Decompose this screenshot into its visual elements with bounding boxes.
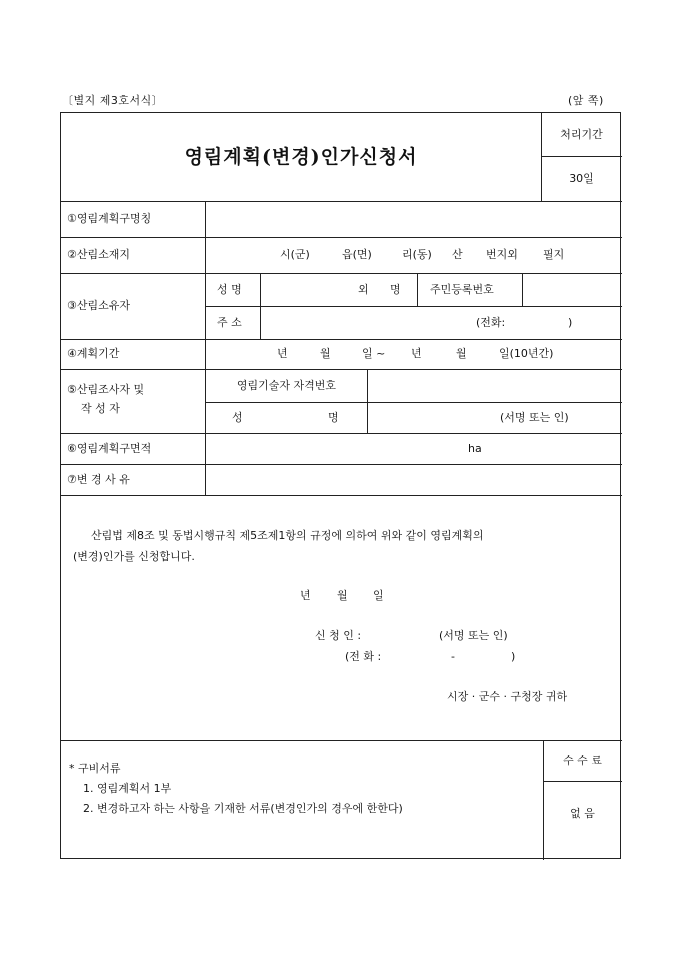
- applicant-phone-label: (전 화 :: [345, 650, 382, 663]
- plan-area-field[interactable]: [206, 434, 621, 463]
- cert-number-label: 영림기술자 자격번호: [236, 379, 337, 392]
- surveyor-sign: (서명 또는 인): [500, 411, 569, 424]
- owner-address-label: 주 소: [217, 316, 242, 329]
- owner-oe: 외: [358, 283, 369, 296]
- period-il2: 일(10년간): [499, 347, 554, 360]
- change-reason-label: ⑦변 경 사 유: [67, 473, 130, 486]
- owner-rrn-label: 주민등록번호: [430, 283, 494, 296]
- location-san: 산: [452, 248, 463, 261]
- plan-area-unit: ha: [468, 442, 482, 455]
- period-nyeon1: 년: [277, 347, 288, 360]
- recipient: 시장 · 군수 · 구청장 귀하: [447, 690, 568, 703]
- fee-label: 수 수 료: [563, 754, 602, 767]
- location-si: 시(군): [280, 248, 310, 261]
- surveyor-sign-field[interactable]: [368, 403, 621, 432]
- required-doc-1: 1. 영림계획서 1부: [83, 782, 172, 795]
- page-side: (앞 쪽): [568, 94, 604, 107]
- surveyor-label-line2: 작 성 자: [81, 402, 120, 415]
- owner-phone-close: ): [568, 316, 573, 329]
- cert-number-field[interactable]: [368, 370, 621, 401]
- owner-phone-label: (전화:: [476, 316, 506, 329]
- applicant-phone-close: ): [511, 650, 516, 663]
- processing-period-value: 30일: [569, 172, 594, 185]
- location-pilji: 필지: [543, 248, 565, 261]
- date-day: 일: [373, 589, 384, 602]
- period-nyeon2: 년: [411, 347, 422, 360]
- change-reason-field[interactable]: [206, 465, 621, 494]
- applicant-sign: (서명 또는 인): [439, 629, 508, 642]
- surveyor-name-right: 명: [328, 411, 339, 424]
- required-doc-2: 2. 변경하고자 하는 사항을 기재한 서류(변경인가의 경우에 한한다): [83, 802, 403, 815]
- owner-address-field[interactable]: [261, 307, 621, 338]
- plan-area-label: ⑥영림계획구면적: [67, 442, 152, 455]
- form-number: 〔별지 제3호서식〕: [62, 94, 164, 107]
- form-title: 영림계획(변경)인가신청서: [184, 146, 418, 168]
- owner-name-label: 성 명: [217, 283, 242, 296]
- surveyor-label-line1: ⑤산림조사자 및: [67, 383, 145, 396]
- forest-location-label: ②산림소재지: [67, 248, 130, 261]
- application-form: [60, 112, 621, 859]
- forest-owner-label: ③산림소유자: [67, 299, 130, 312]
- date-year: 년: [300, 589, 311, 602]
- period-wol2: 월: [456, 347, 467, 360]
- surveyor-name-left: 성: [232, 411, 243, 424]
- applicant-label: 신 청 인 :: [315, 629, 362, 642]
- location-beonji: 번지외: [486, 248, 518, 261]
- statement-line2: (변경)인가를 신청합니다.: [73, 550, 195, 563]
- statement-line1: 산림법 제8조 및 동법시행규칙 제5조제1항의 규정에 의하여 위와 같이 영림계획의: [91, 529, 484, 542]
- owner-myeong: 명: [390, 283, 401, 296]
- required-docs-title: * 구비서류: [69, 762, 121, 775]
- owner-rrn-field[interactable]: [523, 274, 621, 305]
- period-il1: 일 ~: [362, 347, 386, 360]
- location-ri: 리(동): [402, 248, 432, 261]
- processing-period-label: 처리기간: [560, 128, 603, 141]
- applicant-phone-dash: -: [451, 650, 455, 663]
- fee-value: 없 음: [570, 807, 595, 820]
- forest-plan-name-field[interactable]: [206, 202, 621, 236]
- date-month: 월: [337, 589, 348, 602]
- period-wol1: 월: [320, 347, 331, 360]
- plan-period-label: ④계획기간: [67, 347, 120, 360]
- location-eup: 읍(면): [342, 248, 372, 261]
- forest-plan-name-label: ①영림계획구명칭: [67, 212, 152, 225]
